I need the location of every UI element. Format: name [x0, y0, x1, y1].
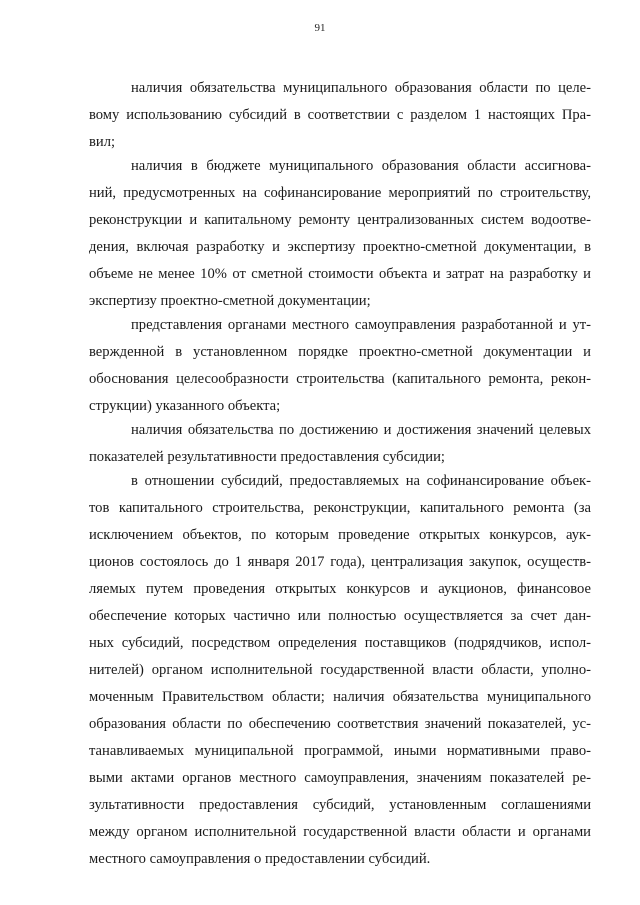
text-line: обоснования целесообразности строительства (капитального ремонта, рекон- [89, 371, 591, 387]
text-line: нителей) органом исполнительной государственной власти области, уполно- [89, 662, 591, 678]
text-line: танавливаемых муниципальной программой, иными нормативными право- [89, 743, 591, 759]
text-line: ний, предусмотренных на софинансирование мероприятий по строительству, [89, 185, 591, 201]
text-line: объеме не менее 10% от сметной стоимости объекта и затрат на разработку и [89, 266, 591, 282]
text-line: выми актами органов местного самоуправления, значениям показателей ре- [89, 770, 591, 786]
text-line: представления органами местного самоуправления разработанной и ут- [131, 317, 591, 333]
text-line: зультативности предоставления субсидий, установленным соглашениями [89, 797, 591, 813]
text-line: исключением объектов, по которым проведение открытых конкурсов, аук- [89, 527, 591, 543]
text-line: в отношении субсидий, предоставляемых на софинансирование объек- [131, 473, 591, 489]
text-line: струкции) указанного объекта; [89, 398, 281, 414]
text-line: показателей результативности предоставления субсидии; [89, 449, 445, 465]
page-number: 91 [314, 22, 326, 34]
text-line: вил; [89, 134, 116, 150]
text-line: экспертизу проектно-сметной документации; [89, 293, 371, 309]
text-line: местного самоуправления о предоставлении субсидий. [89, 851, 431, 867]
text-line: вому использованию субсидий в соответствии с разделом 1 настоящих Пра- [89, 107, 591, 123]
text-line: вержденной в установленном порядке проектно-сметной документации и [89, 344, 591, 360]
text-line: ных субсидий, посредством определения поставщиков (подрядчиков, испол- [89, 635, 591, 651]
text-line: моченным Правительством области; наличия обязательства муниципального [89, 689, 591, 705]
text-line: наличия обязательства муниципального образования области по целе- [131, 80, 591, 96]
text-line: тов капитального строительства, реконструкции, капитального ремонта (за [89, 500, 591, 516]
text-line: наличия в бюджете муниципального образования области ассигнова- [131, 158, 591, 174]
text-line: обеспечение которых частично или полностью осуществляется за счет дан- [89, 608, 591, 624]
text-line: реконструкции и капитальному ремонту централизованных систем водоотве- [89, 212, 591, 228]
text-line: между органом исполнительной государственной власти области и органами [89, 824, 591, 840]
text-line: ляемых путем проведения открытых конкурсов и аукционов, финансовое [89, 581, 591, 597]
text-line: наличия обязательства по достижению и достижения значений целевых [131, 422, 591, 438]
text-line: ционов состоялось до 1 января 2017 года), централизация закупок, осуществ- [89, 554, 591, 570]
text-line: дения, включая разработку и экспертизу проектно-сметной документации, в [89, 239, 591, 255]
text-line: образования области по обеспечению соответствия значений показателей, ус- [89, 716, 591, 732]
